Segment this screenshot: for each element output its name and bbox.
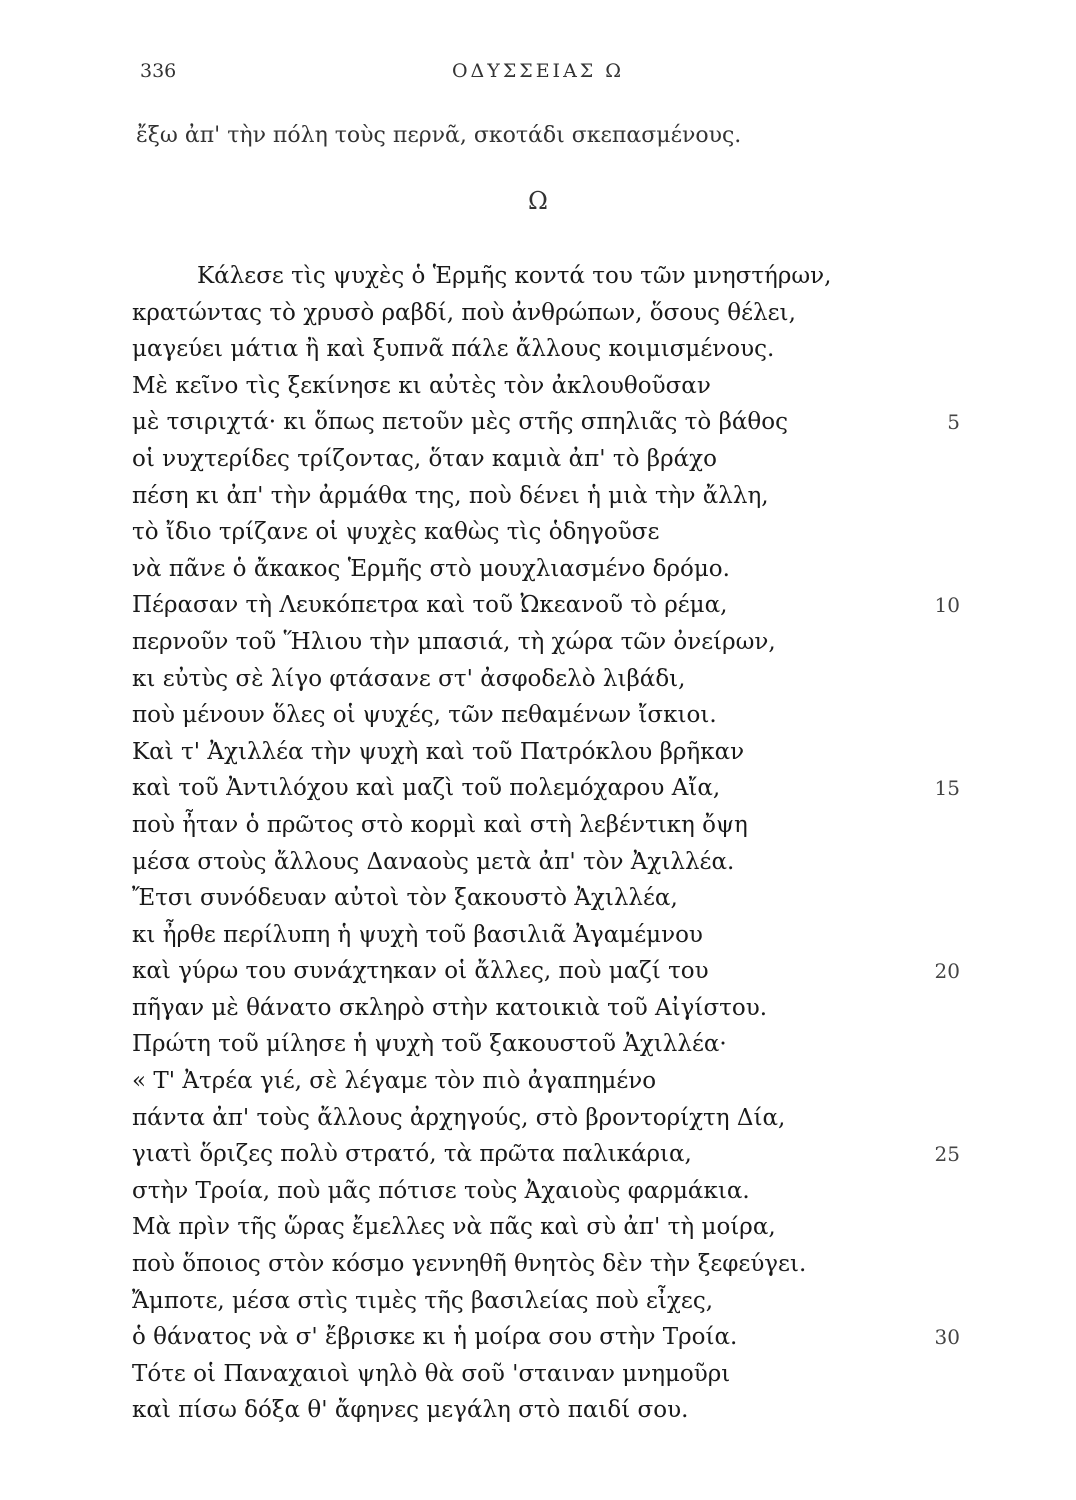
verse-line [0,734,1076,771]
verse-line [0,1319,1076,1356]
verse-line [0,624,1076,661]
verse-text: πῆγαν μὲ θάνατο σκληρὸ στὴν κατοικιὰ τοῦ Αἰγίστου. [132,994,768,1021]
verse-text: μέσα στοὺς ἄλλους Δαναοὺς μετὰ ἀπ' τὸν Ἀχιλλέα. [132,848,735,875]
verse-line [0,368,1076,405]
verse-text: Καὶ τ' Ἀχιλλέα τὴν ψυχὴ καὶ τοῦ Πατρόκλου βρῆκαν [132,738,745,765]
verse-line [0,587,1076,624]
verse-text: ποὺ ἦταν ὁ πρῶτος στὸ κορμὶ καὶ στὴ λεβέντικη ὄψη [132,811,748,838]
verse-line [0,1026,1076,1063]
verse-text: κι ἦρθε περίλυπη ἡ ψυχὴ τοῦ βασιλιᾶ Ἀγαμέμνου [132,921,703,948]
page-number: 336 [140,60,177,82]
verse-line [0,770,1076,807]
verse-text: γιατὶ ὅριζες πολὺ στρατό, τὰ πρῶτα παλικάρια, [132,1141,692,1168]
verse-text: πέση κι ἀπ' τὴν ἀρμάθα της, ποὺ δένει ἡ μιὰ τὴν ἄλλη, [132,482,769,509]
verse-text: Μὰ πρὶν τῆς ὥρας ἔμελλες νὰ πᾶς καὶ σὺ ἀπ' τὴ μοίρα, [132,1214,776,1241]
line-number: 5 [947,410,960,435]
line-number: 15 [934,776,960,801]
verse-text: ποὺ ὅποιος στὸν κόσμο γεννηθῆ θνητὸς δὲν τὴν ξεφεύγει. [132,1251,807,1278]
verse-list [0,258,1076,1429]
verse-line [0,1283,1076,1320]
verse-line [0,880,1076,917]
verse-text: Κάλεσε τὶς ψυχὲς ὁ Ἑρμῆς κοντά του τῶν μνηστήρων, [197,263,832,289]
verse-text: Μὲ κεῖνο τὶς ξεκίνησε κι αὐτὲς τὸν ἀκλουθοῦσαν [132,372,711,399]
verse-line [0,844,1076,881]
verse-line [0,1173,1076,1210]
running-head: ΟΔΥΣΣΕΙΑΣ Ω [451,60,625,82]
verse-text: Ἄμποτε, μέσα στὶς τιμὲς τῆς βασιλείας ποὺ εἶχες, [132,1287,714,1314]
verse-text: Πρώτη τοῦ μίλησε ἡ ψυχὴ τοῦ ξακουστοῦ Ἀχιλλέα· [132,1031,727,1058]
line-number: 25 [934,1142,960,1167]
verse-text: μαγεύει μάτια ἢ καὶ ξυπνᾶ πάλε ἄλλους κοιμισμένους. [132,336,775,363]
line-number: 20 [934,959,960,984]
verse-text: μὲ τσιριχτά· κι ὅπως πετοῦν μὲς στῆς σπηλιᾶς τὸ βάθος [132,409,788,436]
previous-book-last-line: ἔξω ἀπ' τὴν πόλη τοὺς περνᾶ, σκοτάδι σκεπασμένους. [136,123,742,148]
verse-line [0,258,1076,295]
verse-text: τὸ ἴδιο τρίζανε οἱ ψυχὲς καθὼς τὶς ὁδηγοῦσε [132,519,660,546]
verse-text: περνοῦν τοῦ Ἥλιου τὴν μπασιά, τὴ χώρα τῶν ὀνείρων, [132,628,776,655]
verse-line [0,697,1076,734]
verse-line [0,1063,1076,1100]
verse-line [0,807,1076,844]
verse-text: πάντα ἀπ' τοὺς ἄλλους ἀρχηγούς, στὸ βροντορίχτη Δία, [132,1104,786,1131]
line-number: 30 [934,1325,960,1350]
verse-text: κρατώντας τὸ χρυσὸ ραβδί, ποὺ ἀνθρώπων, ὅσους θέλει, [132,299,796,326]
verse-line [0,295,1076,332]
verse-line [0,478,1076,515]
verse-line [0,331,1076,368]
verse-text: καὶ πίσω δόξα θ' ἄφηνες μεγάλη στὸ παιδί σου. [132,1397,689,1424]
verse-line [0,551,1076,588]
verse-line [0,404,1076,441]
verse-text: ποὺ μένουν ὅλες οἱ ψυχές, τῶν πεθαμένων ἴσκιοι. [132,702,717,729]
verse-line [0,661,1076,698]
verse-line [0,441,1076,478]
verse-text: καὶ τοῦ Ἀντιλόχου καὶ μαζὶ τοῦ πολεμόχαρου Αἴα, [132,775,721,802]
verse-text: οἱ νυχτερίδες τρίζοντας, ὅταν καμιὰ ἀπ' τὸ βράχο [132,445,717,472]
verse-line [0,1392,1076,1429]
verse-text: Ἔτσι συνόδευαν αὐτοὶ τὸν ξακουστὸ Ἀχιλλέα, [132,885,678,912]
verse-line [0,1136,1076,1173]
verse-line [0,917,1076,954]
verse-text: στὴν Τροία, ποὺ μᾶς πότισε τοὺς Ἀχαιοὺς φαρμάκια. [132,1177,750,1204]
verse-line [0,514,1076,551]
verse-text: « Τ' Ἀτρέα γιέ, σὲ λέγαμε τὸν πιὸ ἀγαπημένο [132,1068,657,1095]
verse-line [0,1100,1076,1137]
book-heading: Ω [528,187,548,215]
verse-text: καὶ γύρω του συνάχτηκαν οἱ ἄλλες, ποὺ μαζί του [132,958,709,985]
verse-text: κι εὐτὺς σὲ λίγο φτάσανε στ' ἀσφοδελὸ λιβάδι, [132,665,686,692]
verse-text: νὰ πᾶνε ὁ ἄκακος Ἑρμῆς στὸ μουχλιασμένο δρόμο. [132,555,730,582]
line-number: 10 [934,593,960,618]
verse-text: ὁ θάνατος νὰ σ' ἔβρισκε κι ἡ μοίρα σου στὴν Τροία. [132,1324,738,1351]
verse-line [0,1209,1076,1246]
verse-line [0,990,1076,1027]
verse-line [0,1356,1076,1393]
verse-text: Πέρασαν τὴ Λευκόπετρα καὶ τοῦ Ὠκεανοῦ τὸ ρέμα, [132,592,728,619]
verse-line [0,1246,1076,1283]
verse-line [0,953,1076,990]
verse-text: Τότε οἱ Παναχαιοὶ ψηλὸ θὰ σοῦ 'σταιναν μνημοῦρι [132,1360,731,1387]
